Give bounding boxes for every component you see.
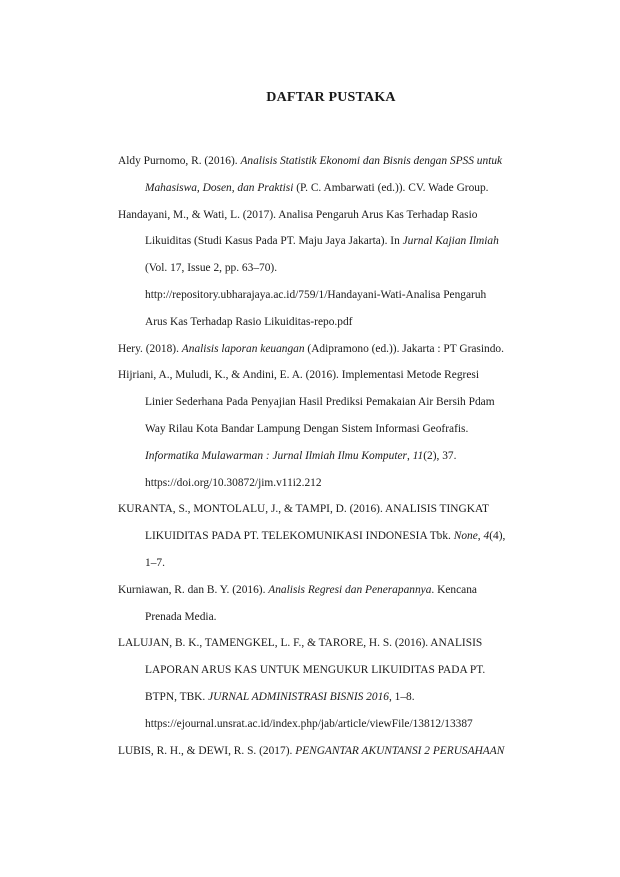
reference-text: https://doi.org/10.30872/jim.v11i2.212: [145, 476, 322, 489]
reference-line: [118, 711, 548, 738]
reference-text: ,: [477, 530, 484, 543]
reference-text: Analisis laporan keuangan: [181, 342, 305, 355]
reference-list: [118, 148, 548, 764]
reference-text: . Kencana: [431, 583, 477, 596]
reference-line: [118, 202, 548, 229]
reference-text: PENGANTAR AKUNTANSI 2 PERUSAHAAN: [295, 744, 505, 757]
reference-text: (2), 37.: [423, 449, 457, 462]
reference-text: 4: [483, 530, 490, 543]
reference-text: 11: [412, 449, 424, 462]
reference-line: [118, 282, 548, 309]
reference-line: [118, 175, 548, 202]
reference-line: [118, 738, 548, 765]
reference-text: LUBIS, R. H., & DEWI, R. S. (2017).: [118, 744, 296, 757]
reference-line: [118, 255, 548, 282]
reference-text: http://repository.ubharajaya.ac.id/759/1/Handayani-Wati-Analisa Pengaruh: [145, 288, 487, 301]
reference-entry: [118, 202, 548, 336]
reference-entry: [118, 336, 548, 363]
reference-text: (4),: [489, 530, 506, 543]
reference-text: Likuiditas (Studi Kasus Pada PT. Maju Jaya Jakarta). In: [145, 235, 403, 248]
reference-entry: [118, 738, 548, 765]
reference-line: [118, 657, 548, 684]
reference-text: None: [453, 530, 478, 543]
reference-text: 1–7.: [145, 556, 165, 569]
reference-text: BTPN, TBK.: [145, 690, 209, 703]
reference-text: KURANTA, S., MONTOLALU, J., & TAMPI, D. (2016). ANALISIS TINGKAT: [118, 503, 489, 516]
reference-text: Prenada Media.: [145, 610, 217, 623]
reference-line: [118, 443, 548, 470]
reference-entry: [118, 362, 548, 496]
reference-text: JURNAL ADMINISTRASI BISNIS 2016: [208, 690, 389, 703]
reference-entry: [118, 148, 548, 202]
reference-line: [118, 148, 548, 175]
reference-line: [118, 389, 548, 416]
reference-text: Analisis Regresi dan Penerapannya: [268, 583, 432, 596]
reference-text: Hery. (2018).: [118, 342, 182, 355]
reference-text: Analisis Statistik Ekonomi dan Bisnis dengan SPSS untuk: [240, 155, 503, 167]
reference-text: Handayani, M., & Wati, L. (2017). Analisa Pengaruh Arus Kas Terhadap Rasio: [118, 208, 478, 221]
reference-text: Mahasiswa, Dosen, dan Praktisi: [145, 181, 294, 194]
reference-line: [118, 523, 548, 550]
reference-text: Jurnal Kajian Ilmiah: [402, 235, 499, 248]
reference-entry: [118, 630, 548, 737]
reference-text: (P. C. Ambarwati (ed.)). CV. Wade Group.: [293, 181, 489, 194]
reference-line: [118, 470, 548, 497]
reference-text: ,: [406, 449, 413, 462]
reference-line: [118, 309, 548, 336]
reference-text: LAPORAN ARUS KAS UNTUK MENGUKUR LIKUIDITAS PADA PT.: [145, 664, 486, 677]
reference-line: [118, 416, 548, 443]
reference-line: [118, 228, 548, 255]
reference-text: LIKUIDITAS PADA PT. TELEKOMUNIKASI INDONESIA Tbk.: [145, 530, 454, 543]
reference-line: [118, 630, 548, 657]
reference-line: [118, 496, 548, 523]
reference-text: LALUJAN, B. K., TAMENGKEL, L. F., & TARORE, H. S. (2016). ANALISIS: [118, 637, 483, 650]
reference-text: (Adipramono (ed.)). Jakarta : PT Grasindo.: [304, 342, 504, 355]
reference-text: Arus Kas Terhadap Rasio Likuiditas-repo.pdf: [145, 315, 353, 328]
reference-entry: [118, 577, 548, 631]
reference-line: [118, 577, 548, 604]
reference-line: [118, 362, 548, 389]
reference-text: (Vol. 17, Issue 2, pp. 63–70).: [145, 262, 278, 275]
reference-entry: [118, 496, 548, 576]
reference-text: , 1–8.: [388, 690, 415, 703]
reference-text: https://ejournal.unsrat.ac.id/index.php/jab/article/viewFile/13812/13387: [145, 717, 473, 730]
reference-text: Kurniawan, R. dan B. Y. (2016).: [118, 583, 269, 596]
reference-text: Way Rilau Kota Bandar Lampung Dengan Sistem Informasi Geofrafis.: [145, 422, 469, 435]
reference-text: Informatika Mulawarman : Jurnal Ilmiah Ilmu Komputer: [145, 449, 407, 462]
reference-text: Linier Sederhana Pada Penyajian Hasil Prediksi Pemakaian Air Bersih Pdam: [145, 396, 495, 409]
reference-text: Hijriani, A., Muludi, K., & Andini, E. A. (2016). Implementasi Metode Regresi: [118, 369, 479, 382]
reference-line: [118, 550, 548, 577]
reference-line: [118, 684, 548, 711]
reference-line: [118, 336, 548, 363]
page-title: DAFTAR PUSTAKA: [266, 90, 396, 105]
reference-line: [118, 604, 548, 631]
reference-text: Aldy Purnomo, R. (2016).: [118, 155, 241, 167]
